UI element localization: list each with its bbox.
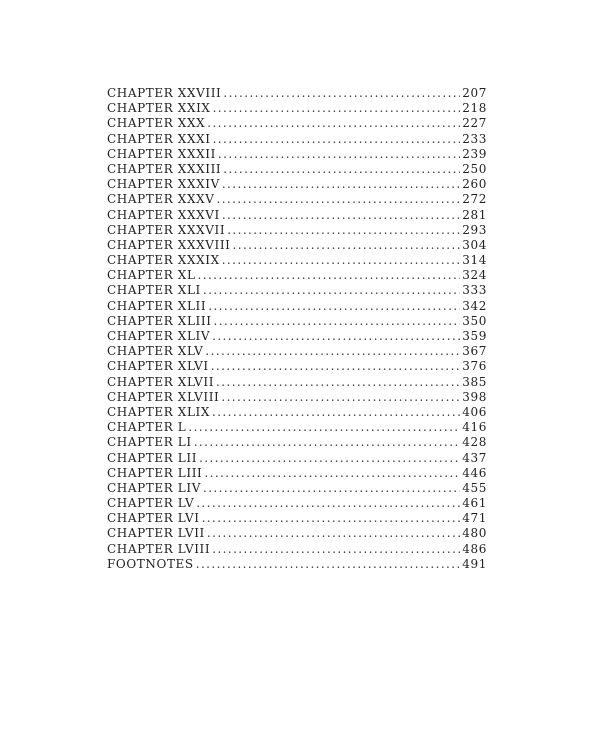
page-number: 491 <box>462 556 487 571</box>
toc-entry[interactable] <box>107 344 487 359</box>
chapter-title[interactable]: CHAPTER XLV <box>107 344 204 359</box>
dot-leader <box>214 314 461 329</box>
toc-entry[interactable] <box>107 177 487 192</box>
toc-entry[interactable] <box>107 253 487 268</box>
page-number: 233 <box>462 131 487 146</box>
toc-entry[interactable] <box>107 299 487 314</box>
toc-entry[interactable] <box>107 435 487 450</box>
chapter-title[interactable]: CHAPTER LIV <box>107 480 201 495</box>
dot-leader <box>216 375 460 390</box>
chapter-title[interactable]: CHAPTER XLIII <box>107 313 212 328</box>
page-number: 471 <box>462 511 487 526</box>
chapter-title[interactable]: FOOTNOTES <box>107 556 194 571</box>
page-number: 376 <box>462 359 487 374</box>
dot-leader <box>203 481 460 496</box>
toc-entry[interactable] <box>107 526 487 541</box>
chapter-title[interactable]: CHAPTER LIII <box>107 465 203 480</box>
toc-entry[interactable] <box>107 192 487 207</box>
chapter-title[interactable]: CHAPTER XXXIII <box>107 161 222 176</box>
page-number: 486 <box>462 541 487 556</box>
toc-entry[interactable] <box>107 542 487 557</box>
dot-leader <box>223 86 460 101</box>
chapter-title[interactable]: CHAPTER XXX <box>107 116 206 131</box>
chapter-title[interactable]: CHAPTER XLII <box>107 298 207 313</box>
chapter-title[interactable]: CHAPTER LVII <box>107 526 205 541</box>
toc-entry[interactable] <box>107 116 487 131</box>
chapter-title[interactable]: CHAPTER XLVI <box>107 359 209 374</box>
chapter-title[interactable]: CHAPTER XXXI <box>107 131 211 146</box>
page-number: 207 <box>462 86 487 100</box>
dot-leader <box>194 435 461 450</box>
page-number: 446 <box>462 465 487 480</box>
page-number: 455 <box>462 480 487 495</box>
dot-leader <box>221 390 460 405</box>
dot-leader <box>207 526 460 541</box>
page-number: 272 <box>462 192 487 207</box>
page-number: 314 <box>462 253 487 268</box>
table-of-contents <box>107 86 487 572</box>
page-number: 385 <box>462 374 487 389</box>
page-number: 281 <box>462 207 487 222</box>
page-number: 480 <box>462 526 487 541</box>
page-number: 461 <box>462 496 487 511</box>
toc-entry[interactable] <box>107 329 487 344</box>
dot-leader <box>196 557 461 572</box>
toc-entry[interactable] <box>107 238 487 253</box>
toc-entry[interactable] <box>107 557 487 572</box>
toc-entry[interactable] <box>107 86 487 101</box>
page-number: 416 <box>462 420 487 435</box>
chapter-title[interactable]: CHAPTER LVI <box>107 511 200 526</box>
page-number: 350 <box>462 313 487 328</box>
toc-entry[interactable] <box>107 359 487 374</box>
dot-leader <box>213 101 461 116</box>
chapter-title[interactable]: CHAPTER XXXV <box>107 192 215 207</box>
page-number: 250 <box>462 161 487 176</box>
dot-leader <box>212 329 460 344</box>
chapter-title[interactable]: CHAPTER XXIX <box>107 101 211 116</box>
dot-leader <box>223 162 460 177</box>
dot-leader <box>212 405 460 420</box>
dot-leader <box>204 466 460 481</box>
chapter-title[interactable]: CHAPTER L <box>107 420 187 435</box>
chapter-title[interactable]: CHAPTER LVIII <box>107 541 211 556</box>
chapter-title[interactable]: CHAPTER XL <box>107 268 196 283</box>
page-number: 239 <box>462 146 487 161</box>
dot-leader <box>203 283 460 298</box>
toc-entry[interactable] <box>107 268 487 283</box>
chapter-title[interactable]: CHAPTER XXXIV <box>107 177 220 192</box>
page-number: 333 <box>462 283 487 298</box>
dot-leader <box>196 496 460 511</box>
page-number: 437 <box>462 450 487 465</box>
chapter-title[interactable]: CHAPTER XXXVI <box>107 207 220 222</box>
chapter-title[interactable]: CHAPTER XLI <box>107 283 201 298</box>
toc-entry[interactable] <box>107 481 487 496</box>
dot-leader <box>205 344 460 359</box>
page-number: 324 <box>462 268 487 283</box>
dot-leader <box>188 420 460 435</box>
toc-entry[interactable] <box>107 314 487 329</box>
chapter-title[interactable]: CHAPTER XXXII <box>107 146 216 161</box>
chapter-title[interactable]: CHAPTER XXXVIII <box>107 237 231 252</box>
dot-leader <box>207 116 460 131</box>
page-number: 260 <box>462 177 487 192</box>
toc-entry[interactable] <box>107 466 487 481</box>
dot-leader <box>212 542 460 557</box>
chapter-title[interactable]: CHAPTER LII <box>107 450 198 465</box>
dot-leader <box>217 192 461 207</box>
chapter-title[interactable]: CHAPTER XXXVII <box>107 222 226 237</box>
dot-leader <box>222 177 460 192</box>
dot-leader <box>233 238 461 253</box>
chapter-title[interactable]: CHAPTER XLIV <box>107 329 211 343</box>
dot-leader <box>198 268 461 283</box>
chapter-title[interactable]: CHAPTER XLVII <box>107 374 215 389</box>
toc-entry[interactable] <box>107 223 487 238</box>
chapter-title[interactable]: CHAPTER XLIX <box>107 404 210 419</box>
toc-entry[interactable] <box>107 162 487 177</box>
toc-entry[interactable] <box>107 283 487 298</box>
dot-leader <box>222 208 460 223</box>
page-number: 367 <box>462 344 487 359</box>
page-number: 218 <box>462 101 487 116</box>
chapter-title[interactable]: CHAPTER XXVIII <box>107 86 222 100</box>
toc-entry[interactable] <box>107 375 487 390</box>
dot-leader <box>199 451 460 466</box>
chapter-title[interactable]: CHAPTER XXXIX <box>107 253 220 268</box>
page-number: 304 <box>462 237 487 252</box>
page-number: 428 <box>462 435 487 450</box>
page-number: 293 <box>462 222 487 237</box>
page-number: 359 <box>462 329 487 343</box>
chapter-title[interactable]: CHAPTER LV <box>107 496 195 511</box>
toc-entry[interactable] <box>107 511 487 526</box>
toc-entry[interactable] <box>107 147 487 162</box>
toc-entry[interactable] <box>107 101 487 116</box>
chapter-title[interactable]: CHAPTER LI <box>107 435 192 450</box>
toc-entry[interactable] <box>107 451 487 466</box>
page-number: 398 <box>462 389 487 404</box>
page-number: 406 <box>462 404 487 419</box>
dot-leader <box>218 147 460 162</box>
dot-leader <box>208 299 460 314</box>
dot-leader <box>211 359 461 374</box>
toc-entry[interactable] <box>107 405 487 420</box>
toc-entry[interactable] <box>107 496 487 511</box>
toc-entry[interactable] <box>107 208 487 223</box>
dot-leader <box>227 223 460 238</box>
page-number: 227 <box>462 116 487 131</box>
page-number: 342 <box>462 298 487 313</box>
toc-entry[interactable] <box>107 390 487 405</box>
toc-entry[interactable] <box>107 420 487 435</box>
dot-leader <box>202 511 461 526</box>
chapter-title[interactable]: CHAPTER XLVIII <box>107 389 220 404</box>
dot-leader <box>213 132 461 147</box>
dot-leader <box>222 253 461 268</box>
toc-entry[interactable] <box>107 132 487 147</box>
